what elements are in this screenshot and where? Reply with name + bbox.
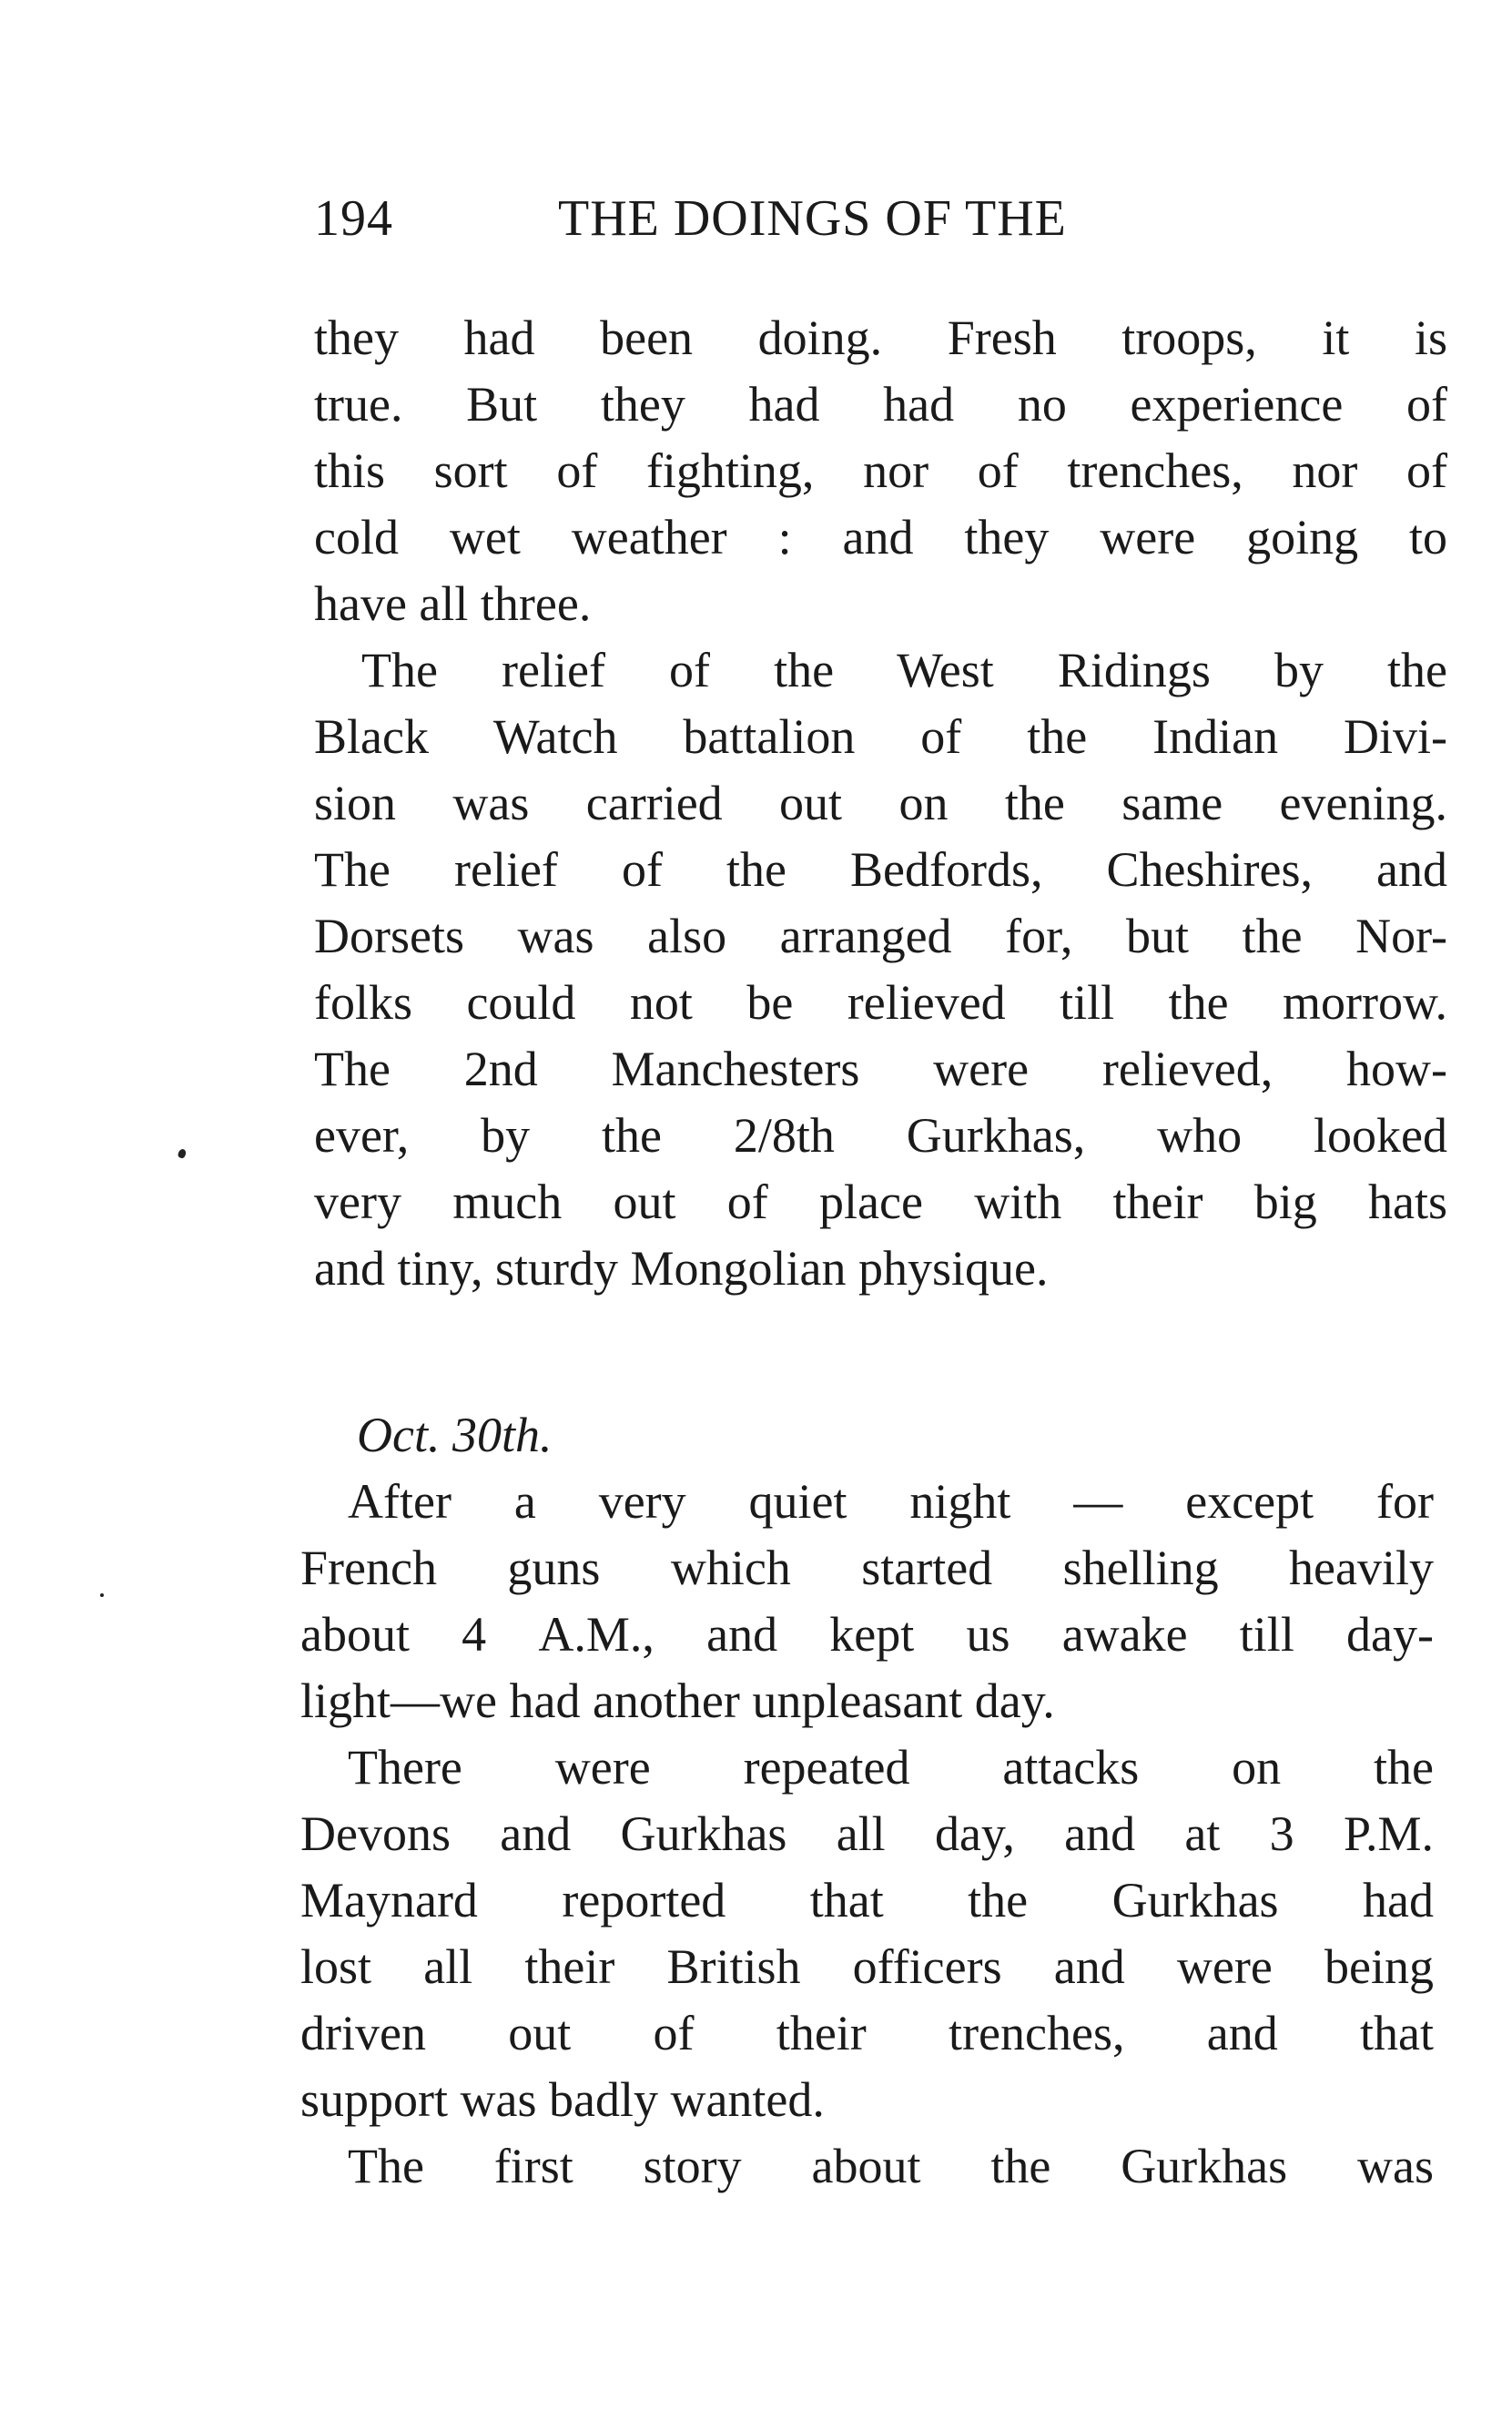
date-heading: Oct. 30th. xyxy=(357,1408,553,1462)
text-line: Dorsets was also arranged for, but the Nor- xyxy=(314,909,1447,963)
text-line xyxy=(300,1602,1434,1668)
paragraph-2 xyxy=(314,637,1447,1302)
ink-speck xyxy=(100,1593,104,1597)
paragraph-3 xyxy=(300,1469,1434,1734)
running-head xyxy=(314,189,1206,253)
text-line: sion was carried out on the same evening. xyxy=(314,776,1447,830)
text-line: light—we had another unpleasant day. xyxy=(300,1673,1055,1728)
text-line: have all three. xyxy=(314,576,592,631)
text-block-bottom xyxy=(300,1402,1434,2200)
text-line: French guns which started shelling heavily xyxy=(300,1541,1434,1595)
text-line: driven out of their trenches, and that xyxy=(300,2006,1434,2060)
text-fragment: about 4 xyxy=(300,1607,539,1662)
time-abbreviation: A.M. xyxy=(538,1607,643,1662)
text-line: After a very quiet night — except for xyxy=(348,1474,1434,1529)
running-title: THE DOINGS OF THE xyxy=(558,190,1067,247)
text-line: very much out of place with their big hats xyxy=(314,1175,1447,1229)
text-line: lost all their British officers and were being xyxy=(300,1939,1434,1994)
text-line xyxy=(300,1801,1434,1867)
text-line: The relief of the Bedfords, Cheshires, and xyxy=(314,842,1447,897)
text-line: true. But they had had no experience of xyxy=(314,377,1447,432)
text-line: support was badly wanted. xyxy=(300,2072,825,2127)
paragraph-1 xyxy=(314,305,1447,637)
text-block-top xyxy=(314,305,1447,1302)
text-line: Black Watch battalion of the Indian Divi- xyxy=(314,709,1447,764)
text-line: and tiny, sturdy Mongolian physique. xyxy=(314,1241,1049,1296)
text-line: ever, by the 2/8th Gurkhas, who looked xyxy=(314,1108,1447,1163)
text-line: Maynard reported that the Gurkhas had xyxy=(300,1873,1434,1928)
time-abbreviation: P.M. xyxy=(1343,1806,1434,1861)
text-fragment: , and kept us awake till day- xyxy=(642,1607,1434,1662)
text-line: cold wet weather : and they were going to xyxy=(314,510,1447,565)
text-line: folks could not be relieved till the morrow. xyxy=(314,975,1447,1030)
ink-speck xyxy=(178,1148,188,1159)
paragraph-5 xyxy=(300,2133,1434,2200)
text-line: There were repeated attacks on the xyxy=(348,1740,1434,1795)
text-line: The first story about the Gurkhas was xyxy=(348,2139,1434,2193)
text-line: this sort of fighting, nor of trenches, nor of xyxy=(314,443,1447,498)
page-number: 194 xyxy=(314,190,393,247)
paragraph-4 xyxy=(300,1734,1434,2133)
text-line: they had been doing. Fresh troops, it is xyxy=(314,310,1447,365)
text-line: The 2nd Manchesters were relieved, how- xyxy=(314,1042,1447,1096)
text-line: The relief of the West Ridings by the xyxy=(361,643,1447,697)
text-fragment: Devons and Gurkhas all day, and at 3 xyxy=(300,1806,1344,1861)
